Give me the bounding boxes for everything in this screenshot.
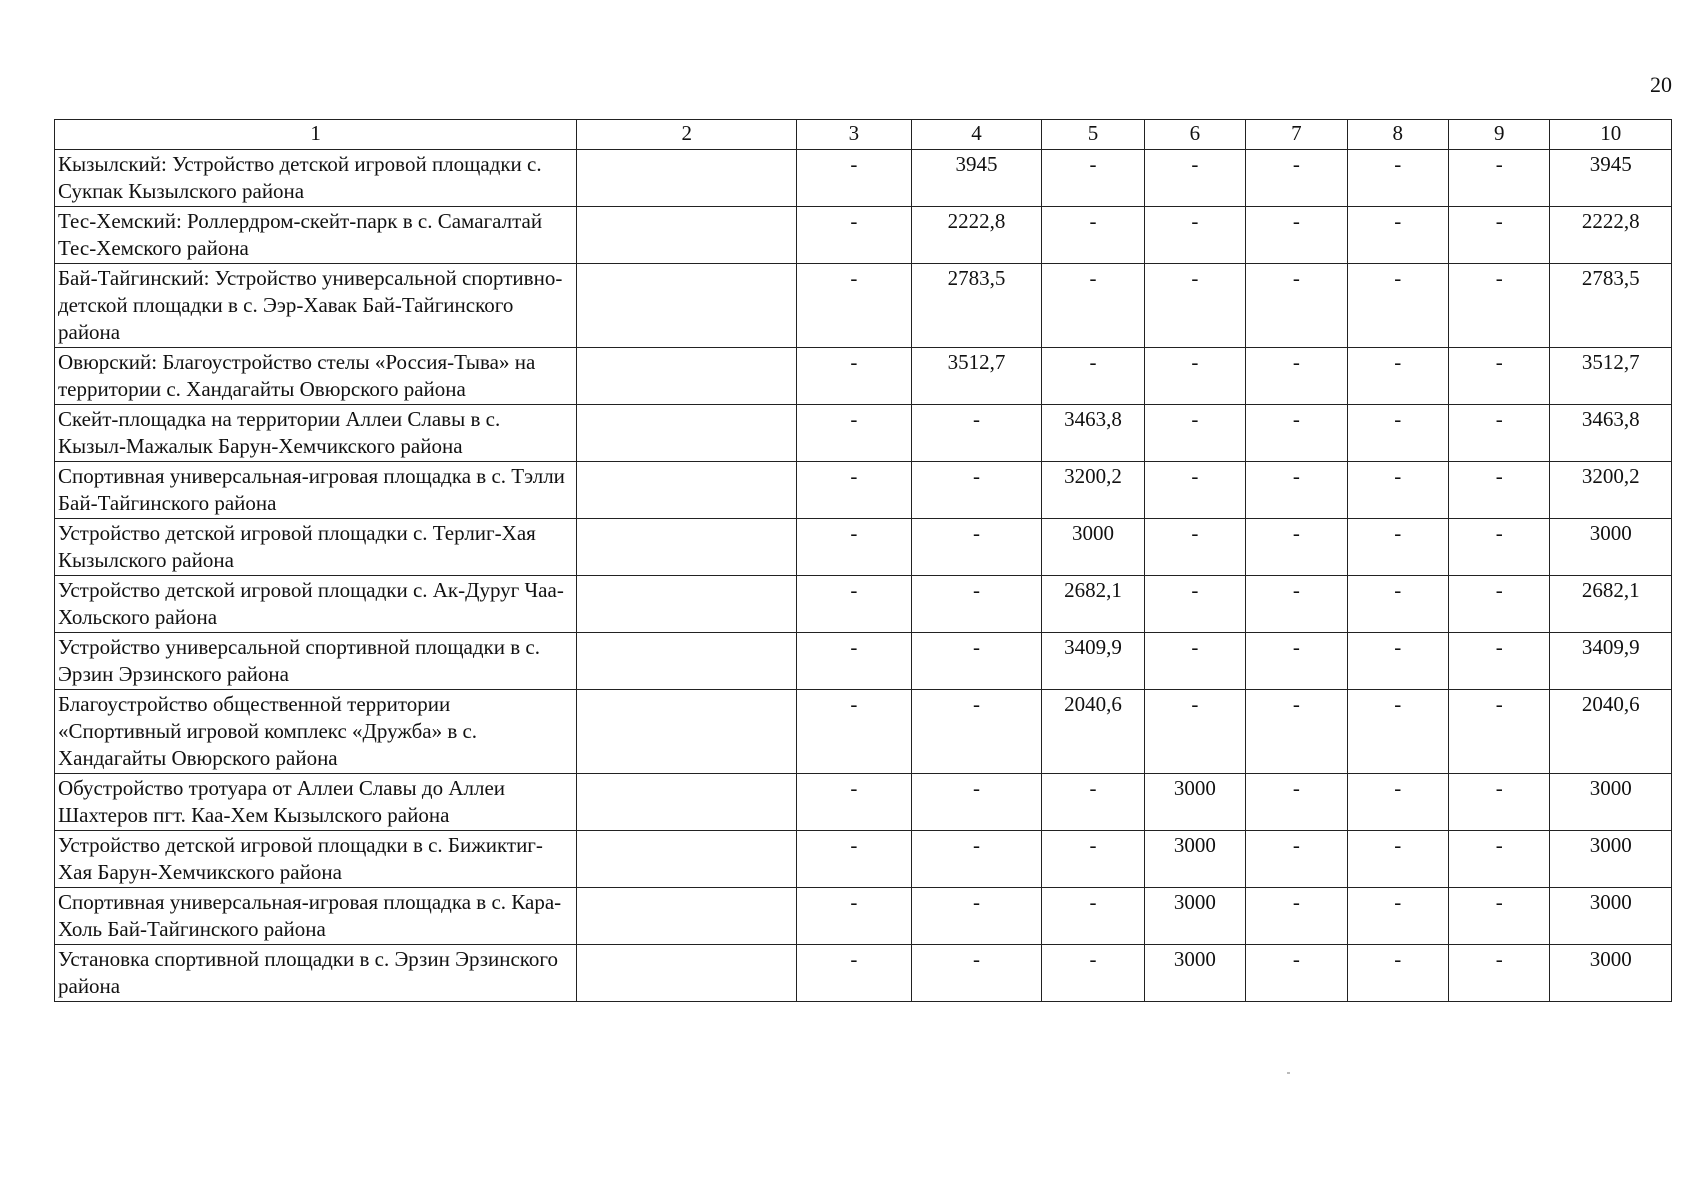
table-row [55,150,1672,207]
value-cell-c3: - [797,831,911,888]
value-cell-c4: 2222,8 [911,207,1042,264]
value-cell-c3: - [797,633,911,690]
value-cell-c10: 2222,8 [1550,207,1672,264]
value-cell-c10: 2783,5 [1550,264,1672,348]
value-cell-c5: 2040,6 [1042,690,1144,774]
value-cell-c4: - [911,633,1042,690]
object-name-cell: Спортивная универсальная-игровая площадка в с. Тэлли Бай-Тайгинского района [55,462,577,519]
value-cell-c8: - [1347,831,1448,888]
value-cell-c7: - [1246,264,1347,348]
value-cell-c6: - [1144,405,1245,462]
value-cell-c8: - [1347,150,1448,207]
table-row [55,774,1672,831]
column-number-row [55,120,1672,150]
value-cell-c7: - [1246,576,1347,633]
object-name-cell: Кызылский: Устройство детской игровой площадки с. Сукпак Кызылского района [55,150,577,207]
column-header: 2 [577,120,797,150]
column-header: 9 [1448,120,1549,150]
column-header: 1 [55,120,577,150]
value-cell-c8: - [1347,207,1448,264]
value-cell-c4: 3512,7 [911,348,1042,405]
object-name-cell: Благоустройство общественной территории «Спортивный игровой комплекс «Дружба» в с. Хандагайты Овюрского района [55,690,577,774]
value-cell-c9: - [1448,576,1549,633]
object-name-cell: Устройство детской игровой площадки с. Терлиг-Хая Кызылского района [55,519,577,576]
value-cell-c9: - [1448,633,1549,690]
value-cell-c2 [577,576,797,633]
column-header: 7 [1246,120,1347,150]
value-cell-c3: - [797,774,911,831]
object-name-cell: Устройство универсальной спортивной площадки в с. Эрзин Эрзинского района [55,633,577,690]
table-body [55,150,1672,1002]
value-cell-c6: - [1144,348,1245,405]
value-cell-c8: - [1347,264,1448,348]
value-cell-c2 [577,519,797,576]
value-cell-c10: 3000 [1550,945,1672,1002]
value-cell-c8: - [1347,633,1448,690]
value-cell-c8: - [1347,462,1448,519]
value-cell-c9: - [1448,774,1549,831]
value-cell-c7: - [1246,831,1347,888]
value-cell-c4: 2783,5 [911,264,1042,348]
table-row [55,576,1672,633]
value-cell-c7: - [1246,150,1347,207]
object-name-cell: Устройство детской игровой площадки в с. Бижиктиг-Хая Барун-Хемчикского района [55,831,577,888]
value-cell-c6: - [1144,150,1245,207]
object-name-cell: Установка спортивной площадки в с. Эрзин Эрзинского района [55,945,577,1002]
value-cell-c5: 3463,8 [1042,405,1144,462]
value-cell-c10: 3945 [1550,150,1672,207]
value-cell-c3: - [797,150,911,207]
value-cell-c7: - [1246,774,1347,831]
value-cell-c6: - [1144,519,1245,576]
value-cell-c8: - [1347,519,1448,576]
value-cell-c4: - [911,576,1042,633]
value-cell-c9: - [1448,690,1549,774]
value-cell-c8: - [1347,405,1448,462]
value-cell-c10: 3000 [1550,774,1672,831]
value-cell-c7: - [1246,690,1347,774]
value-cell-c2 [577,207,797,264]
table-row [55,462,1672,519]
value-cell-c3: - [797,945,911,1002]
object-name-cell: Тес-Хемский: Роллердром-скейт-парк в с. Самагалтай Тес-Хемского района [55,207,577,264]
value-cell-c3: - [797,348,911,405]
value-cell-c5: - [1042,150,1144,207]
value-cell-c8: - [1347,945,1448,1002]
value-cell-c2 [577,348,797,405]
value-cell-c2 [577,690,797,774]
value-cell-c7: - [1246,348,1347,405]
object-name-cell: Бай-Тайгинский: Устройство универсальной спортивно-детской площадки в с. Ээр-Хавак Бай-Тайгинского района [55,264,577,348]
value-cell-c4: - [911,888,1042,945]
value-cell-c5: 2682,1 [1042,576,1144,633]
table-row [55,348,1672,405]
column-header: 3 [797,120,911,150]
value-cell-c2 [577,150,797,207]
value-cell-c6: - [1144,462,1245,519]
value-cell-c3: - [797,888,911,945]
value-cell-c9: - [1448,348,1549,405]
object-name-cell: Обустройство тротуара от Аллеи Славы до Аллеи Шахтеров пгт. Каа-Хем Кызылского района [55,774,577,831]
value-cell-c8: - [1347,888,1448,945]
value-cell-c2 [577,264,797,348]
value-cell-c6: 3000 [1144,945,1245,1002]
value-cell-c2 [577,633,797,690]
value-cell-c4: - [911,519,1042,576]
value-cell-c6: - [1144,633,1245,690]
column-header: 5 [1042,120,1144,150]
table-row [55,207,1672,264]
table-row [55,945,1672,1002]
value-cell-c7: - [1246,519,1347,576]
value-cell-c6: - [1144,576,1245,633]
value-cell-c5: - [1042,207,1144,264]
value-cell-c4: - [911,774,1042,831]
page-number: 20 [1650,72,1672,97]
column-header: 8 [1347,120,1448,150]
value-cell-c7: - [1246,945,1347,1002]
value-cell-c5: - [1042,348,1144,405]
value-cell-c6: - [1144,207,1245,264]
value-cell-c5: - [1042,831,1144,888]
column-header: 6 [1144,120,1245,150]
value-cell-c7: - [1246,888,1347,945]
value-cell-c3: - [797,519,911,576]
column-header: 4 [911,120,1042,150]
value-cell-c2 [577,831,797,888]
value-cell-c4: - [911,945,1042,1002]
value-cell-c7: - [1246,462,1347,519]
value-cell-c5: - [1042,264,1144,348]
value-cell-c8: - [1347,348,1448,405]
value-cell-c10: 3409,9 [1550,633,1672,690]
value-cell-c9: - [1448,945,1549,1002]
value-cell-c5: - [1042,774,1144,831]
value-cell-c2 [577,945,797,1002]
value-cell-c2 [577,888,797,945]
value-cell-c9: - [1448,831,1549,888]
object-name-cell: Устройство детской игровой площадки с. Ак-Дуруг Чаа-Хольского района [55,576,577,633]
value-cell-c8: - [1347,690,1448,774]
value-cell-c6: 3000 [1144,774,1245,831]
value-cell-c6: 3000 [1144,888,1245,945]
funding-table [54,119,1672,1002]
value-cell-c5: - [1042,888,1144,945]
value-cell-c10: 2682,1 [1550,576,1672,633]
value-cell-c2 [577,774,797,831]
value-cell-c10: 3463,8 [1550,405,1672,462]
value-cell-c4: 3945 [911,150,1042,207]
value-cell-c4: - [911,405,1042,462]
value-cell-c3: - [797,690,911,774]
value-cell-c9: - [1448,405,1549,462]
table-row [55,888,1672,945]
value-cell-c6: - [1144,690,1245,774]
value-cell-c9: - [1448,264,1549,348]
value-cell-c7: - [1246,633,1347,690]
table-row [55,633,1672,690]
value-cell-c4: - [911,831,1042,888]
value-cell-c3: - [797,264,911,348]
value-cell-c10: 3200,2 [1550,462,1672,519]
value-cell-c3: - [797,405,911,462]
scan-speck [1287,1072,1290,1074]
value-cell-c6: 3000 [1144,831,1245,888]
value-cell-c2 [577,462,797,519]
value-cell-c8: - [1347,576,1448,633]
value-cell-c5: 3000 [1042,519,1144,576]
value-cell-c10: 3000 [1550,519,1672,576]
value-cell-c9: - [1448,888,1549,945]
table-row [55,831,1672,888]
value-cell-c2 [577,405,797,462]
value-cell-c10: 3512,7 [1550,348,1672,405]
value-cell-c6: - [1144,264,1245,348]
object-name-cell: Скейт-площадка на территории Аллеи Славы в с. Кызыл-Мажалык Барун-Хемчикского района [55,405,577,462]
table-row [55,264,1672,348]
value-cell-c9: - [1448,207,1549,264]
value-cell-c3: - [797,462,911,519]
value-cell-c7: - [1246,207,1347,264]
table-row [55,519,1672,576]
value-cell-c9: - [1448,462,1549,519]
value-cell-c9: - [1448,519,1549,576]
value-cell-c10: 3000 [1550,888,1672,945]
value-cell-c4: - [911,690,1042,774]
value-cell-c7: - [1246,405,1347,462]
object-name-cell: Спортивная универсальная-игровая площадка в с. Кара-Холь Бай-Тайгинского района [55,888,577,945]
value-cell-c10: 2040,6 [1550,690,1672,774]
value-cell-c4: - [911,462,1042,519]
value-cell-c5: 3200,2 [1042,462,1144,519]
value-cell-c10: 3000 [1550,831,1672,888]
table-row [55,690,1672,774]
object-name-cell: Овюрский: Благоустройство стелы «Россия-Тыва» на территории с. Хандагайты Овюрского района [55,348,577,405]
value-cell-c5: 3409,9 [1042,633,1144,690]
value-cell-c3: - [797,207,911,264]
table-row [55,405,1672,462]
value-cell-c8: - [1347,774,1448,831]
value-cell-c3: - [797,576,911,633]
value-cell-c9: - [1448,150,1549,207]
column-header: 10 [1550,120,1672,150]
value-cell-c5: - [1042,945,1144,1002]
